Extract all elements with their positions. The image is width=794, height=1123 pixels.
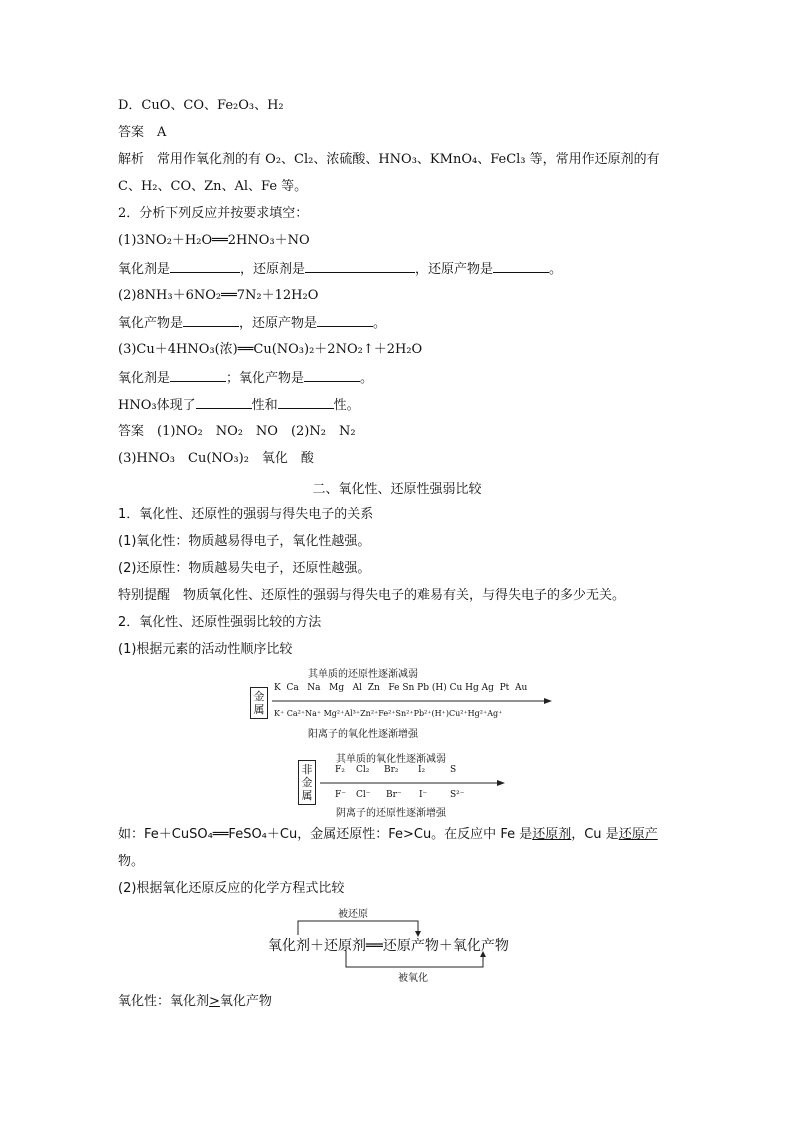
question-2: 2．分析下列反应并按要求填空： bbox=[118, 206, 309, 221]
method-1: (1)根据元素的活动性顺序比较 bbox=[118, 642, 293, 657]
nonmetal-ion: I⁻ bbox=[419, 790, 428, 800]
nonmetal-ion: S²⁻ bbox=[450, 790, 465, 800]
nonmetal-element: Cl₂ bbox=[356, 765, 370, 775]
blank bbox=[170, 260, 240, 273]
reduced-label: 被还原 bbox=[338, 909, 368, 920]
nonmetal-element: S bbox=[450, 765, 457, 775]
metal-bottom-caption: 阳离子的氧化性逐渐增强 bbox=[308, 729, 418, 740]
reaction-1: (1)3NO₂＋H₂O══2HNO₃＋NO bbox=[118, 233, 310, 248]
conclusion: 氧化性：氧化剂>氧化产物 bbox=[118, 994, 272, 1009]
metal-box-label: 金属 bbox=[250, 687, 268, 719]
nonmetal-top-caption: 其单质的氧化性逐渐减弱 bbox=[336, 754, 446, 765]
blank bbox=[317, 314, 373, 327]
answer-2-cont: (3)HNO₃ Cu(NO₃)₂ 氧化 酸 bbox=[118, 451, 314, 466]
method-2: (2)根据氧化还原反应的化学方程式比较 bbox=[118, 881, 345, 896]
subheading-1: 1．氧化性、还原性的强弱与得失电子的关系 bbox=[118, 507, 374, 522]
blank bbox=[170, 369, 226, 382]
redox-equation: 氧化剂＋还原剂══还原产物＋氧化产物 bbox=[268, 938, 509, 954]
nonmetal-arrow bbox=[320, 777, 505, 789]
fill-3: 氧化剂是 ；氧化产物是 。 bbox=[118, 371, 374, 386]
fill-2: 氧化产物是 ，还原产物是 。 bbox=[118, 316, 387, 331]
blank bbox=[196, 396, 252, 409]
redox-relation-diagram bbox=[268, 905, 528, 983]
nonmetal-diagram bbox=[298, 750, 508, 820]
nonmetal-element: Br₂ bbox=[384, 765, 399, 775]
point-reducing: (2)还原性：物质越易失电子，还原性越强。 bbox=[118, 561, 371, 576]
metal-elements: K Ca Na Mg Al Zn Fe Sn Pb (H) Cu Hg Ag Pt Au bbox=[274, 683, 528, 693]
metal-top-caption: 其单质的还原性逐渐减弱 bbox=[308, 669, 418, 680]
special-note: 特别提醒 物质氧化性、还原性的强弱与得失电子的难易有关，与得失电子的多少无关。 bbox=[118, 588, 626, 603]
answer-2: 答案 (1)NO₂ NO₂ NO (2)N₂ N₂ bbox=[118, 424, 356, 439]
blank bbox=[183, 314, 239, 327]
fill-1: 氧化剂是 ，还原剂是 ，还原产物是 。 bbox=[118, 262, 563, 277]
nonmetal-ion: Br⁻ bbox=[386, 790, 402, 800]
nonmetal-bottom-caption: 阴离子的还原性逐渐增强 bbox=[336, 808, 446, 819]
reaction-2: (2)8NH₃＋6NO₂══7N₂＋12H₂O bbox=[118, 288, 319, 303]
blank bbox=[305, 260, 415, 273]
oxidized-label: 被氧化 bbox=[398, 973, 428, 984]
nonmetal-ion: Cl⁻ bbox=[356, 790, 371, 800]
fill-4: HNO₃体现了 性和 性。 bbox=[118, 398, 360, 413]
nonmetal-ion: F⁻ bbox=[335, 790, 346, 800]
analysis-1-cont: C、H₂、CO、Zn、Al、Fe 等。 bbox=[118, 179, 308, 194]
metal-arrow bbox=[272, 695, 552, 707]
answer-1: 答案 A bbox=[118, 125, 167, 140]
blank bbox=[278, 396, 334, 409]
metal-activity-diagram bbox=[250, 665, 550, 745]
nonmetal-element: I₂ bbox=[418, 765, 426, 775]
blank bbox=[304, 369, 360, 382]
section-heading: 二、氧化性、还原性强弱比较 bbox=[312, 482, 482, 497]
option-d: D．CuO、CO、Fe₂O₃、H₂ bbox=[118, 98, 284, 113]
example-text-cont: 物。 bbox=[118, 854, 145, 869]
blank bbox=[493, 260, 549, 273]
nonmetal-element: F₂ bbox=[335, 765, 345, 775]
metal-ions: K⁺ Ca²⁺Na⁺ Mg²⁺Al³⁺Zn²⁺Fe²⁺Sn²⁺Pb²⁺(H⁺)Cu²⁺Hg²⁺Ag⁺ bbox=[274, 709, 503, 718]
example-text: 如：Fe＋CuSO₄══FeSO₄＋Cu，金属还原性：Fe>Cu。在反应中 Fe 是还原剂，Cu 是还原产 bbox=[118, 827, 658, 842]
analysis-1: 解析 常用作氧化剂的有 O₂、Cl₂、浓硫酸、HNO₃、KMnO₄、FeCl₃ 等，常用作还原剂的有 bbox=[118, 152, 660, 167]
point-oxidizing: (1)氧化性：物质越易得电子，氧化性越强。 bbox=[118, 534, 371, 549]
reaction-3: (3)Cu＋4HNO₃(浓)══Cu(NO₃)₂＋2NO₂↑＋2H₂O bbox=[118, 342, 423, 357]
subheading-2: 2．氧化性、还原性强弱比较的方法 bbox=[118, 615, 322, 630]
nonmetal-box-label: 非金属 bbox=[298, 760, 316, 805]
